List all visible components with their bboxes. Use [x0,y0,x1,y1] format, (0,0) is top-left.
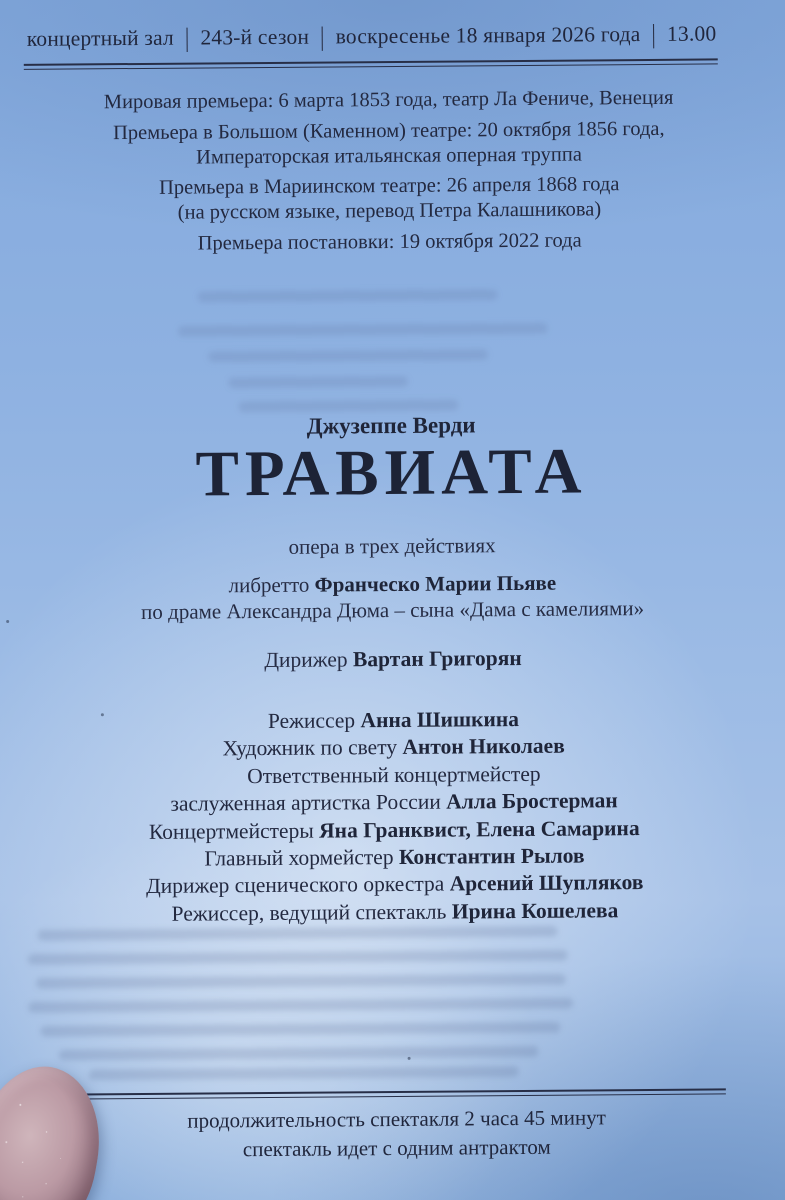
opera-title: ТРАВИАТА [195,435,588,511]
duration-line: продолжительность спектакля 2 часа 45 минут [187,1105,606,1133]
credits-list [1,704,785,929]
based-on-line: по драме Александра Дюма – сына «Дама с камелиями» [140,596,645,624]
bleed-through-line [36,974,566,989]
credit-line: Художник по свету Антон Николаев [222,734,565,761]
bleed-through-line [59,1046,539,1061]
conductor-line: Дирижер Вартан Григорян [264,645,522,673]
bleed-through-line [28,998,573,1013]
season-label: 243-й сезон [200,24,310,50]
paper-speck [101,713,104,716]
intermission-line: спектакль идет с одним антрактом [242,1134,551,1161]
bleed-through-line [89,1066,519,1080]
premiere-mariinsky: Премьера в Мариинском театре: 26 апреля 1868 года (на русском языке, перевод Петра Калашникова) [159,173,620,224]
bleed-through-line [198,289,498,302]
credit-line: Дирижер сценического оркестра Арсений Шупляков [145,870,644,899]
header-divider [24,58,718,69]
header-separator: | [651,18,657,49]
bleed-through-line [208,349,488,362]
libretto-block [0,568,785,626]
librettist-name: Франческо Марии Пьяве [314,570,557,597]
header-separator: | [320,21,325,52]
page-bleed-through-upper [137,271,578,424]
bleed-through-line [238,399,458,412]
program-header [25,18,717,53]
conductor-name: Вартан Григорян [352,645,522,672]
premiere-world: Мировая премьера: 6 марта 1853 года, театр Ла Фениче, Венеция [103,86,674,114]
opera-subtitle: опера в трех действиях [288,533,496,559]
time-label: 13.00 [666,21,717,46]
credit-line: заслуженная артистка России Алла Бростерман [170,788,618,816]
bleed-through-line [28,950,568,965]
libretto-line: либретто Франческо Марии Пьяве [228,570,557,598]
bleed-through-line [40,1022,560,1037]
composer-name: Джузеппе Верди [306,412,476,439]
credit-line: Ответственный концертмейстер [247,761,541,788]
credit-line: Концертмейстеры Яна Гранквист, Елена Самарина [148,815,640,844]
credit-line: Режиссер Анна Шишкина [267,707,520,733]
date-label: воскресенье 18 января 2026 года [335,22,641,49]
credit-line: Режиссер, ведущий спектакль Ирина Кошелева [171,898,619,926]
bleed-through-line [178,323,548,337]
credit-line: Главный хормейстер Константин Рылов [204,843,585,871]
header-separator: | [184,22,190,53]
premiere-production: Премьера постановки: 19 октября 2022 года [197,229,582,255]
bleed-through-line [228,376,408,388]
footer-divider [32,1088,726,1099]
footer-notes [4,1102,785,1165]
premiere-bolshoi: Премьера в Большом (Каменном) театре: 20 октября 1856 года, Императорская итальянская оперная труппа [112,117,665,169]
paper-speck [408,1057,411,1060]
paper-speck [6,620,9,623]
venue-label: концертный зал [26,25,174,51]
page-bleed-through-lower [28,923,589,1087]
premiere-history [0,85,782,264]
